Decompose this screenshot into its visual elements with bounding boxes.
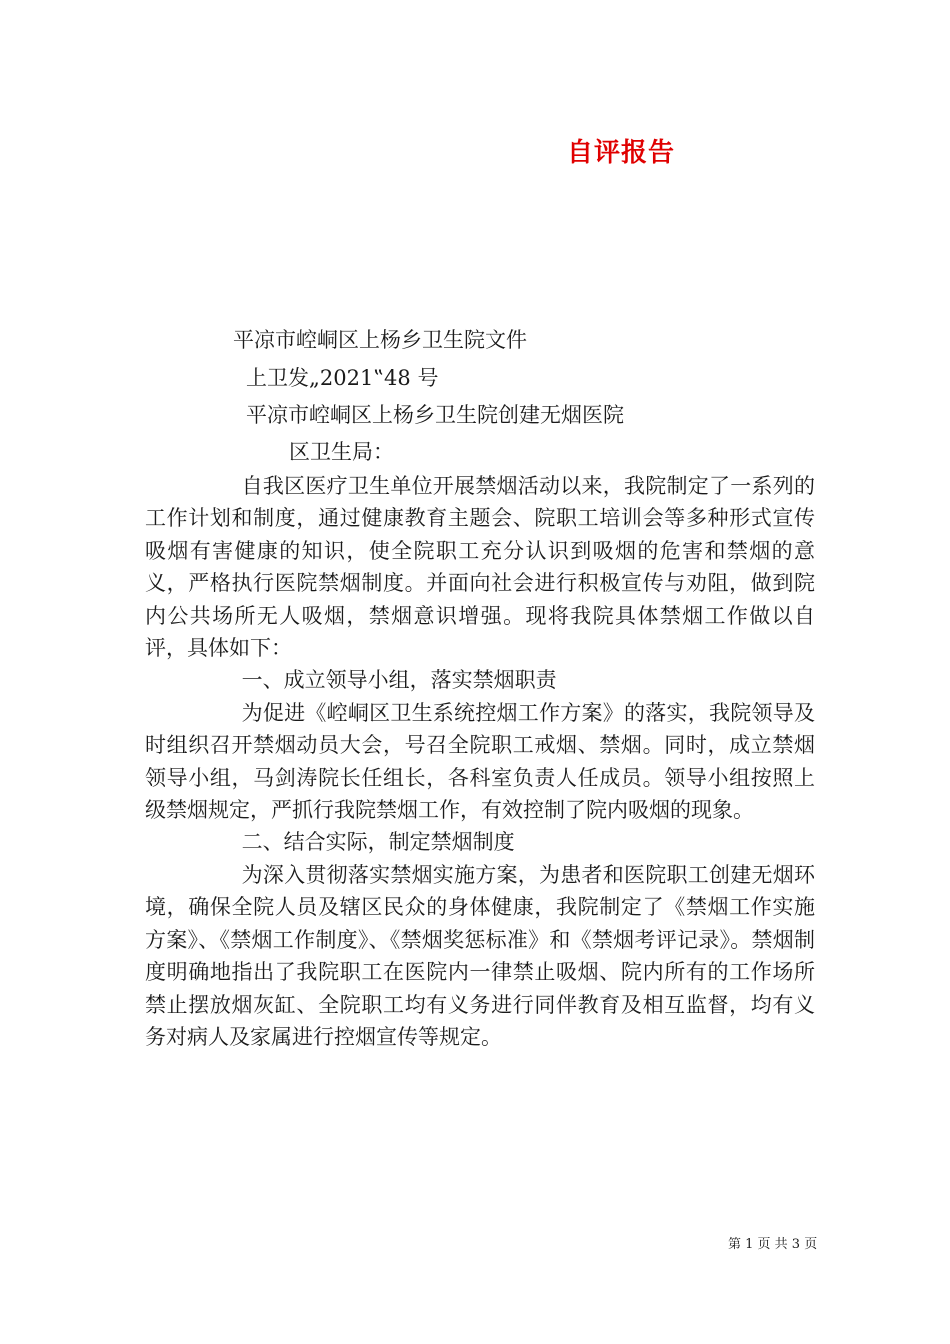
section-heading-1: 一、成立领导小组，落实禁烟职责 (241, 668, 557, 693)
section-1-paragraph: 为促进《崆峒区卫生系统控烟工作方案》的落实，我院领导及时组织召开禁烟动员大会，号召全院职工戒烟、禁烟。同时，成立禁烟领导小组，马剑涛院长任组长，各科室负责人任成员。领导小组按照上级禁烟规定，严抓行我院禁烟工作，有效控制了院内吸烟的现象。 (145, 700, 815, 823)
section-heading-2: 二、结合实际，制定禁烟制度 (241, 830, 515, 855)
intro-paragraph: 自我区医疗卫生单位开展禁烟活动以来，我院制定了一系列的工作计划和制度，通过健康教育主题会、院职工培训会等多种形式宣传吸烟有害健康的知识，使全院职工充分认识到吸烟的危害和禁烟的意义，严格执行医院禁烟制度。并面向社会进行积极宣传与劝阻，做到院内公共场所无人吸烟，禁烟意识增强。现将我院具体禁烟工作做以自评，具体如下： (145, 474, 815, 661)
page-number-footer: 第 1 页 共 3 页 (728, 1237, 818, 1252)
section-2-paragraph: 为深入贯彻落实禁烟实施方案，为患者和医院职工创建无烟环境，确保全院人员及辖区民众的身体健康，我院制定了《禁烟工作实施方案》、《禁烟工作制度》、《禁烟奖惩标准》和《禁烟考评记录》。禁烟制度明确地指出了我院职工在医院内一律禁止吸烟、院内所有的工作场所禁止摆放烟灰缸、全院职工均有义务进行同伴教育及相互监督，均有义务对病人及家属进行控烟宣传等规定。 (145, 862, 815, 1049)
document-title: 自评报告 (567, 138, 676, 168)
subject-line: 平凉市崆峒区上杨乡卫生院创建无烟医院 (246, 403, 624, 427)
addressee-line: 区卫生局： (289, 440, 394, 464)
issuer-line: 平凉市崆峒区上杨乡卫生院文件 (233, 328, 527, 352)
doc-number-line: 上卫发„2021‟48 号 (246, 366, 439, 390)
document-body (145, 470, 815, 1053)
